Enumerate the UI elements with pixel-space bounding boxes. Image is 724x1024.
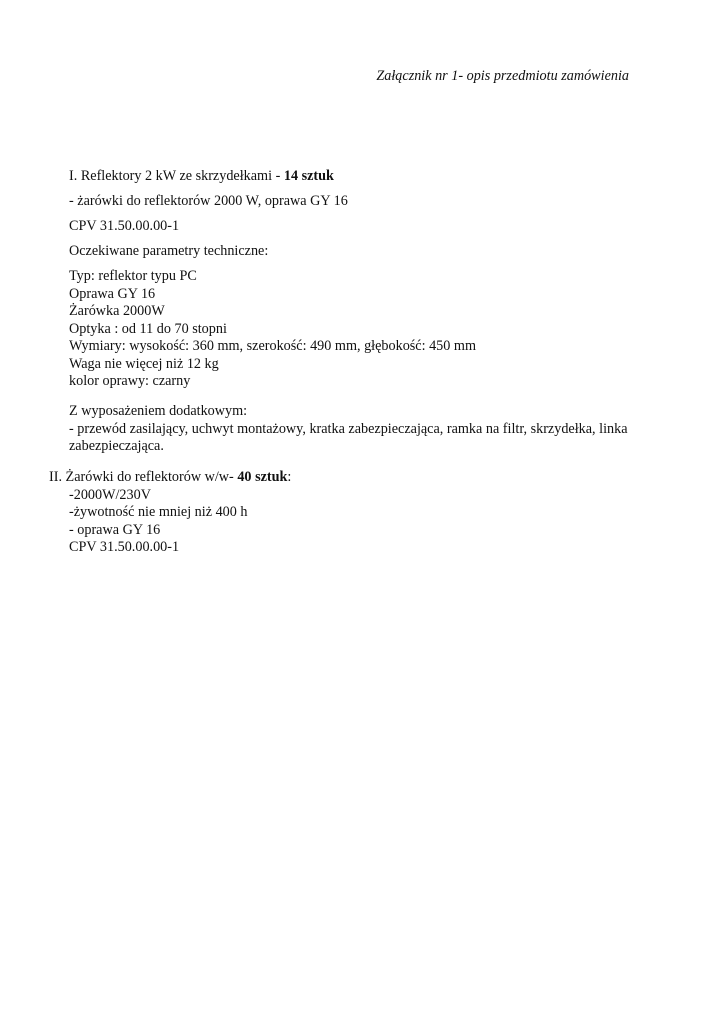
param-line: Typ: reflektor typu PC	[69, 268, 197, 284]
section2-cpv: CPV 31.50.00.00-1	[69, 539, 180, 555]
param-line: Wymiary: wysokość: 360 mm, szerokość: 490 mm, głębokość: 450 mm	[69, 338, 476, 354]
param-line: Żarówka 2000W	[69, 303, 165, 319]
equipment-text: - przewód zasilający, uchwyt montażowy, kratka zabezpieczająca, ramka na filtr, skrzydełka, linka zabezpieczająca.	[69, 420, 628, 454]
param-line: Optyka : od 11 do 70 stopni	[69, 320, 227, 337]
params-heading: Oczekiwane parametry techniczne:	[69, 243, 269, 259]
section2-item: - oprawa GY 16	[69, 521, 161, 538]
section2-item: -2000W/230V	[69, 486, 151, 503]
section1-bulbs-line: - żarówki do reflektorów 2000 W, oprawa GY 16	[69, 193, 348, 209]
param-line: kolor oprawy: czarny	[69, 373, 191, 389]
param-line: Oprawa GY 16	[69, 285, 156, 302]
section1-heading-text: I. Reflektory 2 kW ze skrzydełkami -	[69, 168, 284, 184]
document-header: Załącznik nr 1- opis przedmiotu zamówienia	[376, 68, 629, 84]
equipment-heading: Z wyposażeniem dodatkowym:	[69, 403, 248, 419]
section2-heading	[49, 469, 291, 487]
param-line: Waga nie więcej niż 12 kg	[69, 355, 219, 372]
section2-heading-suffix: :	[287, 469, 292, 485]
section1-heading	[69, 168, 334, 186]
section1-quantity: 14 sztuk	[283, 168, 334, 184]
section2-item: -żywotność nie mniej niż 400 h	[69, 504, 248, 520]
section2-quantity: 40 sztuk	[237, 469, 288, 485]
section1-cpv: CPV 31.50.00.00-1	[69, 218, 180, 234]
section2-heading-text: II. Żarówki do reflektorów w/w-	[49, 469, 238, 485]
